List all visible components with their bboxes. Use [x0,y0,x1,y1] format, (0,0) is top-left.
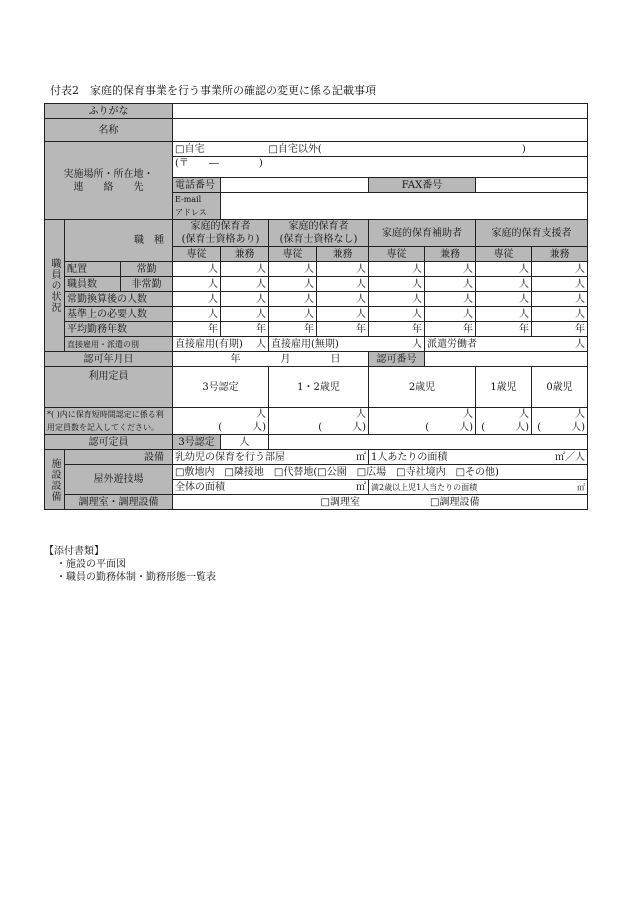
fulltime-header: 専従 [269,247,317,262]
kitchen-label: 調理室・調理設備 [65,495,173,510]
attachments-section [44,545,216,584]
concurrent-header: 兼務 [425,247,476,262]
paren-unit: ( 人) [537,422,585,433]
count-cell[interactable]: 人 [173,277,221,292]
paren-unit: ( 人) [425,422,473,433]
count-cell[interactable]: 人 [425,262,476,277]
count-cell[interactable]: 人 [369,277,425,292]
authorized-capacity-label: 認可定員 [45,435,173,450]
unit-person: 人 [256,409,266,420]
location-row-1 [45,142,588,157]
kitchen-equipment-option[interactable]: □調理設備 [430,496,480,508]
nursery-room-field[interactable] [173,450,369,465]
count-cell[interactable]: 人 [317,262,369,277]
count-cell[interactable]: 人 [476,307,532,322]
years-cell[interactable]: 年 [221,322,269,337]
area-per-child-label: 満2歳以上児1人当たりの面積 [371,482,478,492]
authorized-capacity-field[interactable]: 人 [221,435,269,450]
direct-unfixed-field[interactable] [269,337,425,352]
count-cell[interactable]: 人 [317,277,369,292]
col-header-1-line2: (保育士資格なし) [279,234,358,245]
count-cell[interactable]: 人 [269,262,317,277]
unit-person: 人 [519,409,529,420]
direct-unfixed-label: 直接雇用(無期) [271,338,339,350]
approval-date-row [45,352,588,367]
attachments-title: 【添付書類】 [44,546,104,557]
fulltime-header: 専従 [369,247,425,262]
attachment-item: ・職員の勤務体制・勤務形態一覧表 [56,572,216,583]
email-label-line2: アドレス [175,208,207,217]
location-label-line1: 実施場所・所在地・ [63,168,154,180]
furigana-field[interactable] [173,104,588,119]
email-field[interactable] [221,193,588,220]
capacity-total-field[interactable] [173,408,269,435]
col-header-0 [173,220,269,247]
capacity-1-2-field[interactable] [269,408,369,435]
approval-number-field[interactable] [425,352,588,367]
concurrent-header: 兼務 [532,247,588,262]
count-cell[interactable]: 人 [369,307,425,322]
cert3-short-label: 3号認定 [173,435,221,450]
playground-options[interactable]: □敷地内 □隣接地 □代替地(□公園 □広場 □寺社境内 □その他) [173,465,588,480]
name-field[interactable] [173,119,588,142]
concurrent-header: 兼務 [221,247,269,262]
unit-person: 人 [412,338,422,350]
col-header-0-line1: 家庭的保育者 [190,221,251,232]
total-area-field[interactable] [173,480,369,495]
employment-label: 直接雇用・派遣の別 [65,337,173,352]
years-cell[interactable]: 年 [476,322,532,337]
years-cell[interactable]: 年 [269,322,317,337]
equipment-label: 設備 [65,450,173,465]
count-cell[interactable]: 人 [317,292,369,307]
paren-unit: ( 人) [481,422,529,433]
non-home-option[interactable]: □自宅以外( [268,143,322,155]
furigana-label: ふりがな [45,104,173,119]
authorized-capacity-blank [269,435,588,450]
parttime-work-row [45,277,588,292]
total-area-label: 全体の面積 [175,481,225,493]
nursery-room-label: 乳幼児の保育を行う部屋 [175,451,285,463]
years-cell[interactable]: 年 [173,322,221,337]
capacity-note: *( )内に保育短時間認定に係る利用定員数を記入してください。 [45,408,173,435]
years-cell[interactable]: 年 [317,322,369,337]
staff-section-label: 職員の状況 [45,220,65,352]
count-cell[interactable]: 人 [425,277,476,292]
name-row [45,119,588,142]
capacity-0-field[interactable] [532,408,588,435]
count-cell[interactable]: 人 [173,262,221,277]
placement-label: 配置 [65,262,121,277]
count-cell[interactable]: 人 [532,262,588,277]
fulltime-work-row [45,262,588,277]
count-cell[interactable]: 人 [425,292,476,307]
sqm-unit: ㎡ [356,451,366,463]
col-header-1 [269,220,369,247]
age-0-label: 0歳児 [532,367,588,408]
location-label-line2: 連 絡 先 [73,181,144,193]
count-cell[interactable]: 人 [317,307,369,322]
capacity-label-cell [45,367,173,408]
count-cell[interactable]: 人 [369,292,425,307]
area-per-person-label: 1人あたりの面積 [371,451,448,463]
location-type-field[interactable] [173,142,588,157]
playground-label: 屋外遊技場 [65,465,173,495]
count-cell[interactable]: 人 [532,292,588,307]
capacity-2-field[interactable] [369,408,476,435]
paren-unit: ( 人) [218,422,266,433]
parttime-work-label: 非常勤 [121,277,173,292]
count-cell[interactable]: 人 [173,292,221,307]
age-2-label: 2歳児 [369,367,476,408]
staff-count-label: 職員数 [65,277,121,292]
col-header-2: 家庭的保育補助者 [369,220,476,247]
direct-fixed-label: 直接雇用(有期) [175,338,243,350]
kitchen-room-option[interactable]: □調理室 [320,496,360,508]
years-cell[interactable]: 年 [369,322,425,337]
name-label: 名称 [45,119,173,142]
unit-person: 人 [575,409,585,420]
area-per-child-field[interactable] [369,480,588,495]
count-cell[interactable]: 人 [269,307,317,322]
month-label: 月 [280,353,291,365]
count-cell[interactable]: 人 [269,292,317,307]
converted-label: 常勤換算後の人数 [65,292,173,307]
email-label [173,193,221,220]
fax-label: FAX番号 [369,178,476,193]
unit-person: 人 [575,338,585,350]
count-cell[interactable]: 人 [221,277,269,292]
capacity-1-field[interactable] [476,408,532,435]
unit-person: 人 [463,409,473,420]
approval-date-field[interactable] [173,352,369,367]
capacity-header-row [45,367,588,408]
required-label: 基準上の必要人数 [65,307,173,322]
home-option[interactable]: □自宅 [175,143,205,155]
count-cell[interactable]: 人 [476,292,532,307]
count-cell[interactable]: 人 [173,307,221,322]
playground-row-1 [45,465,588,480]
location-label [45,142,173,220]
email-label-line1: E-mail [175,195,202,204]
required-row [45,307,588,322]
fulltime-header: 専従 [173,247,221,262]
years-cell[interactable]: 年 [532,322,588,337]
converted-row [45,292,588,307]
capacity-values-row [45,408,588,435]
occupation-label: 職 種 [65,220,173,262]
sqm-per-person-unit: ㎡／人 [555,451,585,463]
year-label: 年 [230,353,241,365]
count-cell[interactable]: 人 [532,277,588,292]
approval-date-label: 認可年月日 [45,352,173,367]
count-cell[interactable]: 人 [221,307,269,322]
facility-section-label: 施設設備 [45,450,65,510]
age-1-2-label: 1・2歳児 [269,367,369,408]
approval-number-label: 認可番号 [369,352,425,367]
dispatch-field[interactable] [425,337,588,352]
phone-field[interactable] [221,178,369,193]
col-header-1-line1: 家庭的保育者 [288,221,349,232]
direct-fixed-field[interactable] [173,337,269,352]
age-1-label: 1歳児 [476,367,532,408]
count-cell[interactable]: 人 [221,262,269,277]
day-label: 日 [330,353,341,365]
sqm-unit: ㎡ [577,482,585,492]
years-cell[interactable]: 年 [425,322,476,337]
count-cell[interactable]: 人 [476,277,532,292]
kitchen-options[interactable] [173,495,588,510]
cert3-label: 3号認定 [173,367,269,408]
fulltime-header: 専従 [476,247,532,262]
unit-person: 人 [256,338,266,350]
avg-years-row [45,322,588,337]
count-cell[interactable]: 人 [221,292,269,307]
employment-row [45,337,588,352]
fulltime-work-label: 常勤 [121,262,173,277]
unit-person: 人 [356,409,366,420]
phone-label: 電話番号 [173,178,221,193]
count-cell[interactable]: 人 [532,307,588,322]
furigana-row [45,104,588,119]
document-title: 付表2 家庭的保育事業を行う事業所の確認の変更に係る記載事項 [50,84,376,97]
equipment-row [45,450,588,465]
kitchen-row [45,495,588,510]
col-header-3: 家庭的保育支援者 [476,220,588,247]
avg-years-label: 平均勤務年数 [65,322,173,337]
address-field[interactable]: (〒 ― ) [173,157,588,178]
paren-unit: ( 人) [318,422,366,433]
count-cell[interactable]: 人 [425,307,476,322]
dispatch-label: 派遣労働者 [427,338,477,350]
capacity-label: 利用定員 [88,371,129,382]
count-cell[interactable]: 人 [369,262,425,277]
area-per-person-field[interactable] [369,450,588,465]
authorized-capacity-row [45,435,588,450]
col-header-0-line2: (保育士資格あり) [181,234,260,245]
count-cell[interactable]: 人 [269,277,317,292]
count-cell[interactable]: 人 [476,262,532,277]
close-paren: ) [521,143,526,155]
staff-header-row [45,220,588,247]
registration-form-table [44,103,588,510]
attachment-item: ・施設の平面図 [56,559,126,570]
concurrent-header: 兼務 [317,247,369,262]
sqm-unit: ㎡ [356,481,366,493]
fax-field[interactable] [476,178,588,193]
